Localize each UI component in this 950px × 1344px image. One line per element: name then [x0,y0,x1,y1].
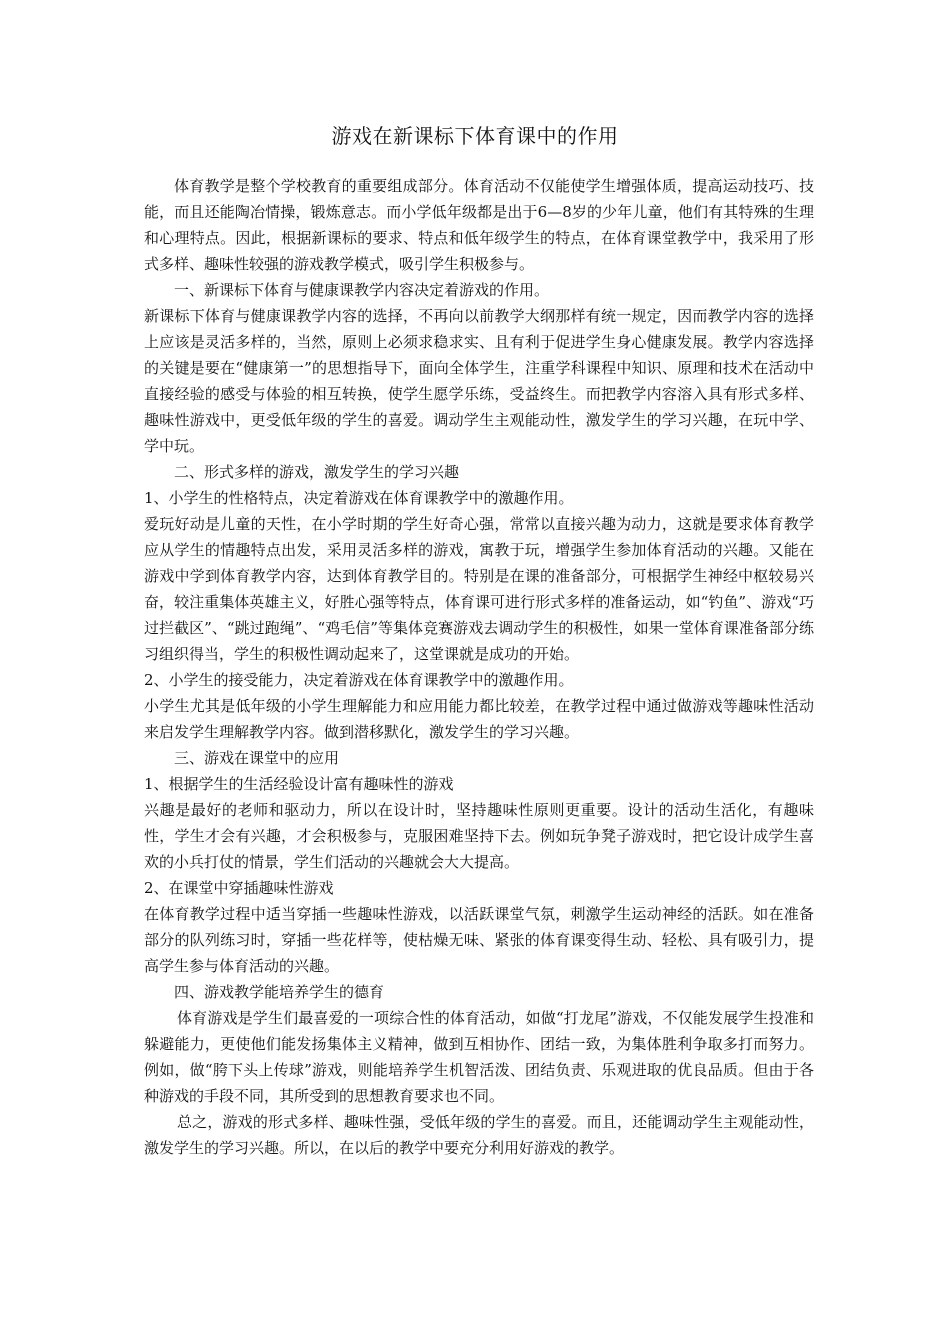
paragraph: 体育游戏是学生们最喜爱的一项综合性的体育活动，如做“打龙尾”游戏，不仅能发展学生投准和躲避能力，更使他们能发扬集体主义精神，做到互相协作、团结一致，为集体胜利争取多打而努力。例如，做“胯下头上传球”游戏，则能培养学生机智活泼、团结负责、乐观进取的优良品质。但由于各种游戏的手段不同，其所受到的思想教育要求也不同。 [144,1009,814,1105]
paragraph: 2、小学生的接受能力，决定着游戏在体育课教学中的激趣作用。 [144,671,574,689]
paragraph: 一、新课标下体育与健康课教学内容决定着游戏的作用。 [174,281,550,299]
paragraph: 1、根据学生的生活经验设计富有趣味性的游戏 [144,775,454,793]
paragraph: 四、游戏教学能培养学生的德育 [174,983,385,1001]
paragraph: 2、在课堂中穿插趣味性游戏 [144,879,334,897]
paragraph: 新课标下体育与健康课教学内容的选择，不再向以前教学大纲那样有统一规定，因而教学内容的选择上应该是灵活多样的，当然，原则上必须求稳求实、且有利于促进学生身心健康发展。教学内容选择的关键是要在“健康第一”的思想指导下，面向全体学生，注重学科课程中知识、原理和技术在活动中直接经验的感受与体验的相互转换，使学生愿学乐练，受益终生。而把教学内容溶入具有形式多样、趣味性游戏中，更受低年级的学生的喜爱。调动学生主观能动性，激发学生的学习兴趣，在玩中学、学中玩。 [144,307,814,455]
paragraph: 总之，游戏的形式多样、趣味性强，受低年级的学生的喜爱。而且，还能调动学生主观能动性，激发学生的学习兴趣。所以，在以后的教学中要充分利用好游戏的教学。 [144,1113,814,1157]
document-title: 游戏在新课标下体育课中的作用 [331,124,619,148]
paragraph: 兴趣是最好的老师和驱动力，所以在设计时，坚持趣味性原则更重要。设计的活动生活化，有趣味性，学生才会有兴趣，才会积极参与，克服困难坚持下去。例如玩争凳子游戏时，把它设计成学生喜欢的小兵打仗的情景，学生们活动的兴趣就会大大提高。 [144,801,814,871]
paragraph: 1、小学生的性格特点，决定着游戏在体育课教学中的激趣作用。 [144,489,574,507]
paragraph: 体育教学是整个学校教育的重要组成部分。体育活动不仅能使学生增强体质，提高运动技巧、技能，而且还能陶冶情操，锻炼意志。而小学低年级都是出于6—8岁的少年儿童，他们有其特殊的生理和心理特点。因此，根据新课标的要求、特点和低年级学生的特点，在体育课堂教学中，我采用了形式多样、趣味性较强的游戏教学模式，吸引学生积极参与。 [144,177,814,273]
paragraph: 三、游戏在课堂中的应用 [174,749,340,767]
document-body [144,173,814,1161]
paragraph: 在体育教学过程中适当穿插一些趣味性游戏，以活跃课堂气氛，刺激学生运动神经的活跃。如在准备部分的队列练习时，穿插一些花样等，使枯燥无味、紧张的体育课变得生动、轻松、具有吸引力，提高学生参与体育活动的兴趣。 [144,905,814,975]
paragraph: 小学生尤其是低年级的小学生理解能力和应用能力都比较差，在教学过程中通过做游戏等趣味性活动来启发学生理解教学内容。做到潜移默化，激发学生的学习兴趣。 [144,697,814,741]
paragraph: 爱玩好动是儿童的天性，在小学时期的学生好奇心强，常常以直接兴趣为动力，这就是要求体育教学应从学生的情趣特点出发，采用灵活多样的游戏，寓教于玩，增强学生参加体育活动的兴趣。又能在游戏中学到体育教学内容，达到体育教学目的。特别是在课的准备部分，可根据学生神经中枢较易兴奋，较注重集体英雄主义，好胜心强等特点，体育课可进行形式多样的准备运动，如“钓鱼”、游戏“巧过拦截区”、“跳过跑绳”、“鸡毛信”等集体竞赛游戏去调动学生的积极性，如果一堂体育课准备部分练习组织得当，学生的积极性调动起来了，这堂课就是成功的开始。 [144,515,814,663]
paragraph: 二、形式多样的游戏，激发学生的学习兴趣 [174,463,460,481]
